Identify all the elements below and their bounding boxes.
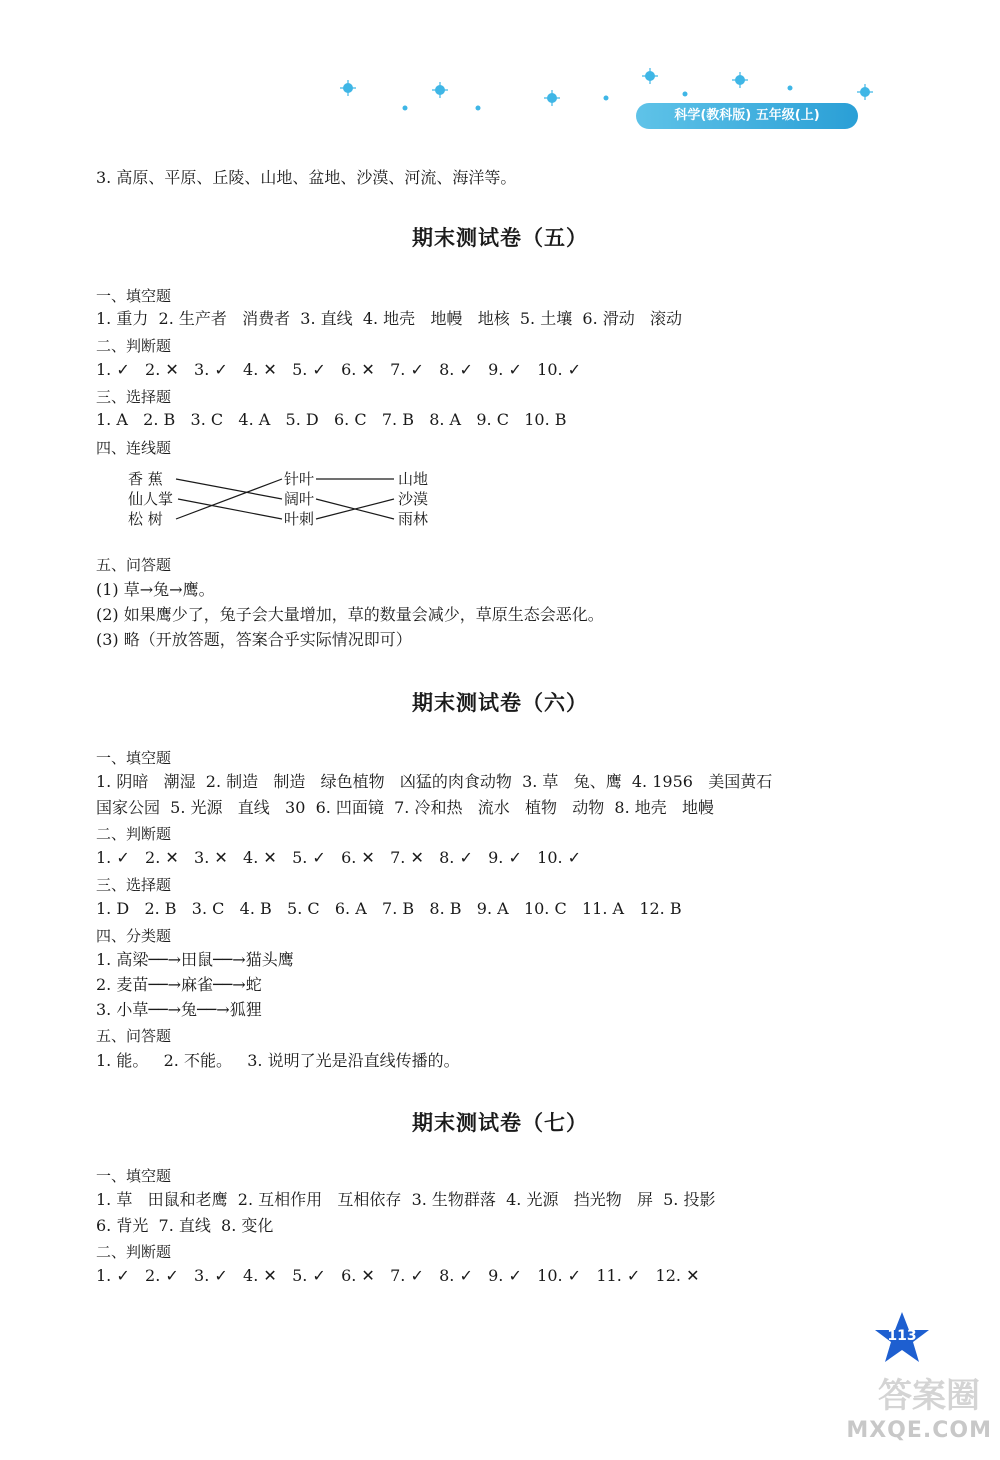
exam6-section3-heading: 三、选择题 bbox=[96, 876, 172, 894]
exam7-section1-line2: 6. 背光 7. 直线 8. 变化 bbox=[96, 1216, 274, 1235]
watermark-url: MXQE.COM bbox=[846, 1418, 992, 1443]
exam5-section5-line3: (3) 略（开放答题，答案合乎实际情况即可） bbox=[96, 630, 412, 649]
exam7-section1-line1: 1. 草 田鼠和老鹰 2. 互相作用 互相依存 3. 生物群落 4. 光源 挡光物 屏 5. 投影 bbox=[96, 1190, 716, 1209]
watermark-logo: 答案圈 bbox=[878, 1376, 980, 1416]
match-left-2: 仙人掌 bbox=[128, 490, 174, 508]
match-left-3: 松 树 bbox=[128, 510, 163, 528]
exam7-section2-heading: 二、判断题 bbox=[96, 1243, 172, 1261]
exam6-section4-line3: 3. 小草──→兔──→狐狸 bbox=[96, 1000, 262, 1019]
match-right-3: 雨林 bbox=[398, 510, 429, 528]
intro-line: 3. 高原、平原、丘陵、山地、盆地、沙漠、河流、海洋等。 bbox=[96, 168, 517, 187]
exam6-section4-heading: 四、分类题 bbox=[96, 927, 172, 945]
matching-lines bbox=[128, 467, 448, 531]
exam6-section5-heading: 五、问答题 bbox=[96, 1027, 172, 1045]
exam5-section2-line1: 1. ✓ 2. ✕ 3. ✓ 4. ✕ 5. ✓ 6. ✕ 7. ✓ 8. ✓ 9. ✓ 10. ✓ bbox=[96, 360, 582, 379]
match-right-1: 山地 bbox=[398, 470, 429, 488]
page-number: 113 bbox=[887, 1328, 917, 1344]
exam5-section5-line2: (2) 如果鹰少了，兔子会大量增加，草的数量会减少，草原生态会恶化。 bbox=[96, 605, 604, 624]
exam5-section5-line1: (1) 草→兔→鹰。 bbox=[96, 580, 215, 599]
exam6-section4-line1: 1. 高梁──→田鼠──→猫头鹰 bbox=[96, 950, 294, 969]
exam5-section1-line1: 1. 重力 2. 生产者 消费者 3. 直线 4. 地壳 地幔 地核 5. 土壤 6. 滑动 滚动 bbox=[96, 309, 683, 328]
exam7-section2-line1: 1. ✓ 2. ✓ 3. ✓ 4. ✕ 5. ✓ 6. ✕ 7. ✓ 8. ✓ 9. ✓ 10. ✓ 11. ✓ 12. ✕ bbox=[96, 1266, 700, 1285]
exam5-title: 期末测试卷（五） bbox=[412, 226, 588, 250]
match-left-1: 香 蕉 bbox=[128, 470, 163, 488]
exam6-section1-line1: 1. 阴暗 潮湿 2. 制造 制造 绿色植物 凶猛的肉食动物 3. 草 兔、鹰 4. 1956 美国黄石 bbox=[96, 772, 773, 791]
exam7-title: 期末测试卷（七） bbox=[412, 1111, 588, 1135]
exam6-section5-line1: 1. 能。 2. 不能。 3. 说明了光是沿直线传播的。 bbox=[96, 1051, 460, 1070]
exam5-section5-heading: 五、问答题 bbox=[96, 556, 172, 574]
exam6-section2-line1: 1. ✓ 2. ✕ 3. ✕ 4. ✕ 5. ✓ 6. ✕ 7. ✕ 8. ✓ 9. ✓ 10. ✓ bbox=[96, 848, 582, 867]
exam5-section3-line1: 1. A 2. B 3. C 4. A 5. D 6. C 7. B 8. A 9. C 10. B bbox=[96, 410, 567, 429]
exam6-section4-line2: 2. 麦苗──→麻雀──→蛇 bbox=[96, 975, 262, 994]
exam7-section1-heading: 一、填空题 bbox=[96, 1167, 172, 1185]
match-middle-3: 叶刺 bbox=[284, 510, 315, 528]
matching-diagram bbox=[128, 467, 448, 531]
match-middle-1: 针叶 bbox=[284, 470, 315, 488]
page-number-badge bbox=[872, 1310, 932, 1366]
exam6-section2-heading: 二、判断题 bbox=[96, 825, 172, 843]
exam6-section1-line2: 国家公园 5. 光源 直线 30 6. 凹面镜 7. 冷和热 流水 植物 动物 8. 地壳 地幔 bbox=[96, 798, 715, 817]
exam5-section1-heading: 一、填空题 bbox=[96, 287, 172, 305]
exam6-title: 期末测试卷（六） bbox=[412, 691, 588, 715]
exam5-section4-heading: 四、连线题 bbox=[96, 439, 172, 457]
exam6-section1-heading: 一、填空题 bbox=[96, 749, 172, 767]
exam5-section3-heading: 三、选择题 bbox=[96, 388, 172, 406]
subject-grade-banner: 科学(教科版) 五年级(上) bbox=[636, 103, 858, 129]
exam6-section3-line1: 1. D 2. B 3. C 4. B 5. C 6. A 7. B 8. B 9. A 10. C 11. A 12. B bbox=[96, 899, 682, 918]
match-right-2: 沙漠 bbox=[398, 490, 429, 508]
exam5-section2-heading: 二、判断题 bbox=[96, 337, 172, 355]
match-middle-2: 阔叶 bbox=[284, 490, 315, 508]
